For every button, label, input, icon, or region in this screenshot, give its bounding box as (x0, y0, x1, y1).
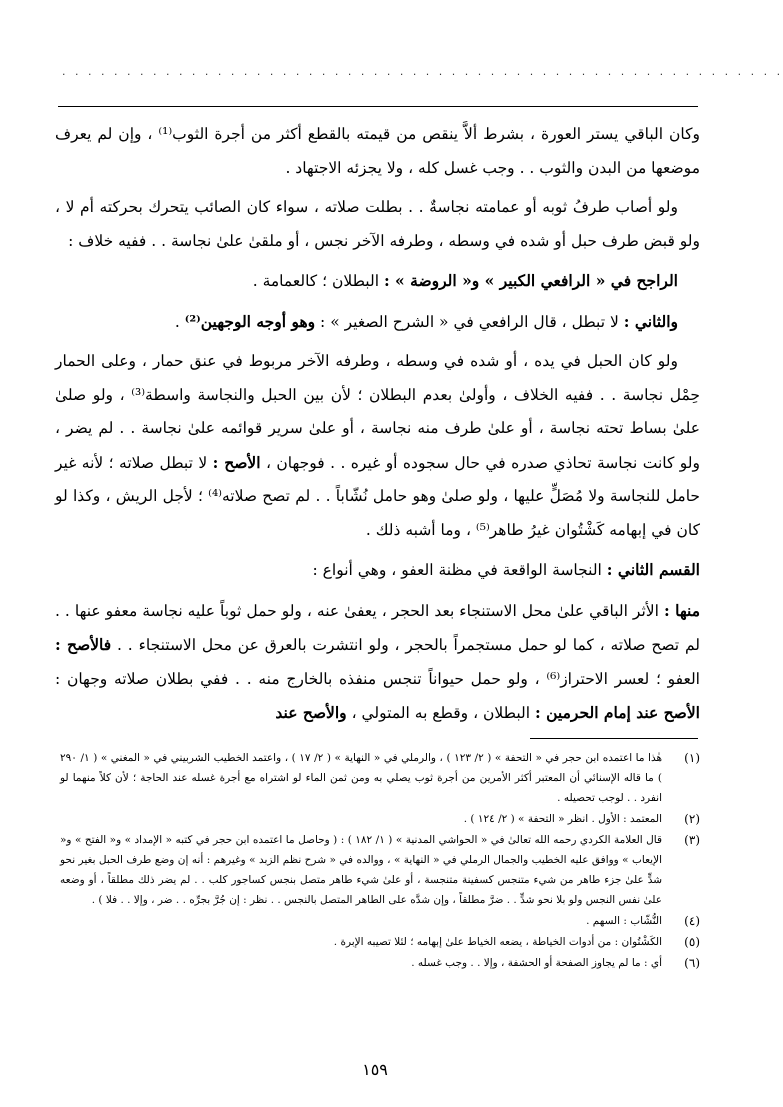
main-text (55, 118, 700, 737)
header-rule (58, 106, 698, 107)
footnote (60, 830, 700, 910)
bold-term: وهو أوجه الوجهين⁽²⁾ (184, 311, 316, 331)
footnote-number: (٤) (684, 914, 700, 928)
paragraph-4 (55, 305, 700, 340)
text-run: . (174, 312, 185, 331)
footnote-number: (٦) (684, 956, 700, 970)
footnote-text: هٰذا ما اعتمده ابن حجر في « التحفة » ( ٢/ ١٢٣ ) ، والرملي في « النهاية » ( ٢/ ١٧ ) ، واعتمد الخطيب الشربيني في « المغني » ( ١/ ٢٩٠ ) ما قاله الإسنائي أن المعتبر أكثر الأمرين من أجرة ثوب يصلي به ومن ثمن الماء لو اشتراه مع أجرة غسله عند الحاجة ؛ لأن كلاً منهما لو انفرد . . لوجب تحصيله . (60, 752, 663, 804)
bold-term: فالأصح : (55, 635, 112, 654)
page-number: ١٥٩ (362, 1060, 388, 1079)
text-run: البطلان ، وقطع به المتولي ، (346, 704, 536, 722)
footnote-text: قال العلامة الكردي رحمه الله تعالىٰ في « الحواشي المدنية » ( ١/ ١٨٢ ) : ( وحاصل ما اعتمده ابن حجر في كتبه « الإمداد » و« الفتح » و« الإيعاب » ووافق عليه الخطيب والجمال الرملي في « النهاية » ، ووالده في « شرح نظم الزبد » وغيرهم : أنه إن وضع طرف الحبل بغير نحو شدٍّ علىٰ جزء طاهر من شيء متنجس كسفينة متنجسة ، أو علىٰ شيء طاهر متصل بنجس كساجور كلب . . لم يضر ذلك مطلقاً ، أو وضعه علىٰ نفس النجس ولو بلا نحو شدٍّ . . ضرَّ مطلقاً ، وإن شدَّه على الطاهر المتصل بالنجس . . نظر : إن جُرَّ بجرِّه . . ضر ، وإلا . . فلا ) . (60, 834, 663, 906)
paragraph-3 (55, 264, 700, 299)
footnote (60, 809, 700, 829)
paragraph-6 (55, 553, 700, 588)
bold-term: الراجح في « الرافعي الكبير » و« الروضة » : (383, 271, 678, 290)
text-run: ولو كان الحبل في يده ، أو شده في وسطه ، وطرفه الآخر مربوط في عنق حمار ، وعلى الحمار حِمْل نجاسة . . ففيه الخلاف ، وأولىٰ بعدم البطلان ؛ لأن بين الحبل والنجاسة واسطة⁽³⁾ ، ولو صلىٰ علىٰ بساط تحته نجاسة ، أو علىٰ طرف منه نجاسة ، أو علىٰ سرير قوائمه علىٰ نجاسة . . لم يضر ، ولو كانت نجاسة تحاذي صدره في حال سجوده أو غيره . . فوجهان ، (55, 352, 701, 472)
bold-term: الأصح : (212, 452, 261, 472)
footnotes (60, 748, 700, 974)
text-run: لا تبطل صلاته ؛ لأنه غير حامل للنجاسة ولا مُصَلٍّ عليها ، ولو صلىٰ وهو حامل نُشّاباً . . لم تصح صلاته⁽⁴⁾ ؛ لأجل الريش ، وكذا لو كان في إبهامه كَشْتُوان غيرُ طاهر⁽⁵⁾ ، وما أشبه ذلك . (55, 453, 700, 539)
footnote-rule (530, 738, 698, 739)
bold-term: الأصح عند إمام الحرمين : (535, 703, 700, 722)
footnote (60, 748, 700, 808)
bold-term: والثاني : (623, 311, 678, 331)
paragraph-7 (55, 594, 700, 731)
bold-term: والأصح عند (275, 703, 347, 722)
footnote (60, 932, 700, 952)
paragraph-1: وكان الباقي يستر العورة ، بشرط ألاَّ ينقص من قيمته بالقطع أكثر من أجرة الثوب⁽¹⁾ ، وإن لم يعرف موضعها من البدن والثوب . . وجب غسل كله ، ولا يجزئه الاجتهاد . (55, 125, 700, 177)
footnote (60, 911, 700, 931)
footnote-text: الكَشْتُوان : من أدوات الخياطة ، يضعه الخياط علىٰ إبهامه ؛ لئلا تصيبه الإبرة . (333, 936, 662, 948)
footnote (60, 953, 700, 973)
footnote-number: (٢) (684, 812, 700, 826)
text-run: العفو ؛ لعسر الاحتراز⁽⁶⁾ ، ولو حمل حيواناً تنجس منفذه بالخارج منه . . ففي بطلان صلاته وجهان : (55, 669, 700, 688)
footnote-number: (٥) (684, 935, 700, 949)
paragraph-5 (55, 345, 700, 547)
footnote-text: النُّشّاب : السهم . (586, 915, 662, 927)
footnote-number: (١) (684, 751, 700, 765)
footnote-text: أي : ما لم يجاوز الصفحة أو الحشفة ، وإلا . . وجب غسله . (411, 957, 662, 969)
bold-term: القسم الثاني : (606, 560, 700, 579)
footnote-text: المعتمد : الأول . انظر « التحفة » ( ٢/ ١٢٤ ) . (463, 813, 662, 825)
text-run: لا تبطل ، قال الرافعي في « الشرح الصغير » : (315, 312, 624, 331)
paragraph-2: ولو أصاب طرفُ ثوبه أو عمامته نجاسةٌ . . بطلت صلاته ، سواء كان الصائب يتحرك بحركته أم لا ، ولو قبض طرف حبل أو شده في وسطه ، وطرفه الآخر نجس ، أو ملقىٰ علىٰ نجاسة . . ففيه خلاف : (55, 198, 700, 250)
dotted-header-rule: · · · · · · · · · · · · · · · · · · · · · · · · · · · · · · · · · · · · · · · · · · · · · · · · · · · · · · · · (62, 68, 783, 81)
text-run: النجاسة الواقعة في مظنة العفو ، وهي أنواع : (312, 561, 607, 579)
text-run: الأثر الباقي علىٰ محل الاستنجاء بعد الحجر ، يعفىٰ عنه ، ولو حمل ثوباً عليه نجاسة معفو عنها . . لم تصح صلاته ، كما لو حمل مستجمراً بالحجر ، ولو انتشرت بالعرق عن محل الاستنجاء . . (55, 601, 700, 654)
footnote-number: (٣) (684, 833, 700, 847)
text-run: البطلان ؛ كالعمامة . (252, 272, 384, 290)
bold-term: منها : (663, 600, 700, 620)
